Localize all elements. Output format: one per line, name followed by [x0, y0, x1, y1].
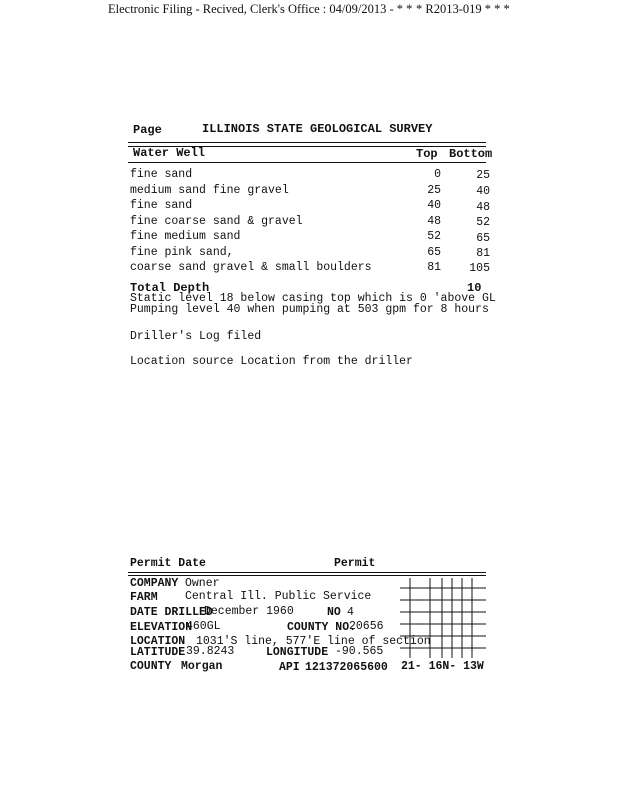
strata-top: 40 — [427, 199, 441, 212]
filing-header-left: Electronic Filing - Recived, Clerk's Office : 04/09/2013 - * * — [108, 2, 413, 16]
strata-top: 52 — [427, 230, 441, 243]
strata-top: 81 — [427, 261, 441, 274]
strata-description: fine pink sand, — [130, 246, 234, 259]
permit-label: Permit — [334, 557, 376, 570]
strata-bottom: 52 — [476, 216, 490, 229]
no-value: 4 — [347, 606, 354, 619]
page-label: Page — [133, 123, 162, 137]
strata-description: medium sand fine gravel — [130, 184, 289, 197]
strata-description: coarse sand gravel & small boulders — [130, 261, 372, 274]
pumping-level: Pumping level 40 when pumping at 503 gpm for 8 hours — [130, 303, 489, 316]
header-rule-top — [128, 142, 486, 143]
company-label: COMPANY — [130, 577, 179, 590]
section-value: 21- 16N- 13W — [401, 660, 484, 673]
county-no-value: 20656 — [349, 620, 384, 633]
survey-title: ILLINOIS STATE GEOLOGICAL SURVEY — [202, 122, 433, 136]
strata-bottom: 40 — [476, 185, 490, 198]
latitude-value: 39.8243 — [186, 645, 235, 658]
location-source: Location source Location from the driller — [130, 355, 413, 368]
strata-description: fine sand — [130, 168, 193, 181]
strata-bottom: 48 — [476, 201, 490, 214]
strata-bottom: 25 — [476, 169, 490, 182]
filing-header-right: * R2013-019 * * * — [416, 2, 510, 16]
longitude-value: -90.565 — [335, 645, 384, 658]
column-bottom: Bottom — [449, 147, 493, 161]
strata-description: fine sand — [130, 199, 193, 212]
strata-bottom: 81 — [476, 247, 490, 260]
county-label: COUNTY — [130, 660, 172, 673]
location-value: 1031'S line, 577'E line of section — [196, 635, 431, 648]
elevation-value: 460GL — [186, 620, 221, 633]
column-water-well: Water Well — [133, 146, 206, 160]
api-value: 121372065600 — [305, 661, 388, 674]
form-rule-second — [128, 575, 486, 576]
county-value: Morgan — [181, 660, 223, 673]
static-level: Static level 18 below casing top which is 0 'above GL — [130, 292, 496, 305]
no-label: NO — [327, 606, 341, 619]
strata-bottom: 105 — [469, 262, 490, 275]
longitude-label: LONGITUDE — [266, 646, 329, 659]
date-drilled-label: DATE DRILLED — [130, 606, 213, 619]
drillers-log: Driller's Log filed — [130, 330, 262, 343]
strata-description: fine coarse sand & gravel — [130, 215, 303, 228]
column-header-rule — [128, 162, 486, 163]
strata-bottom: 65 — [476, 232, 490, 245]
total-depth-value: 10 — [467, 281, 482, 295]
form-rule-top — [128, 572, 486, 573]
elevation-label: ELEVATION — [130, 621, 193, 634]
date-drilled-value: December 1960 — [204, 605, 294, 618]
section-grid — [400, 578, 486, 662]
permit-date-label: Permit Date — [130, 557, 206, 570]
strata-top: 65 — [427, 246, 441, 259]
api-label: API — [279, 661, 300, 674]
strata-top: 25 — [427, 184, 441, 197]
column-top: Top — [416, 147, 438, 161]
strata-top: 48 — [427, 215, 441, 228]
strata-description: fine medium sand — [130, 230, 241, 243]
farm-label: FARM — [130, 591, 158, 604]
county-no-label: COUNTY NO. — [287, 621, 357, 634]
farm-value: Central Ill. Public Service — [185, 590, 372, 603]
latitude-label: LATITUDE — [130, 646, 186, 659]
strata-top: 0 — [434, 168, 441, 181]
total-depth-label: Total Depth — [130, 281, 210, 295]
company-value: Owner — [185, 577, 220, 590]
location-label: LOCATION — [130, 635, 186, 648]
